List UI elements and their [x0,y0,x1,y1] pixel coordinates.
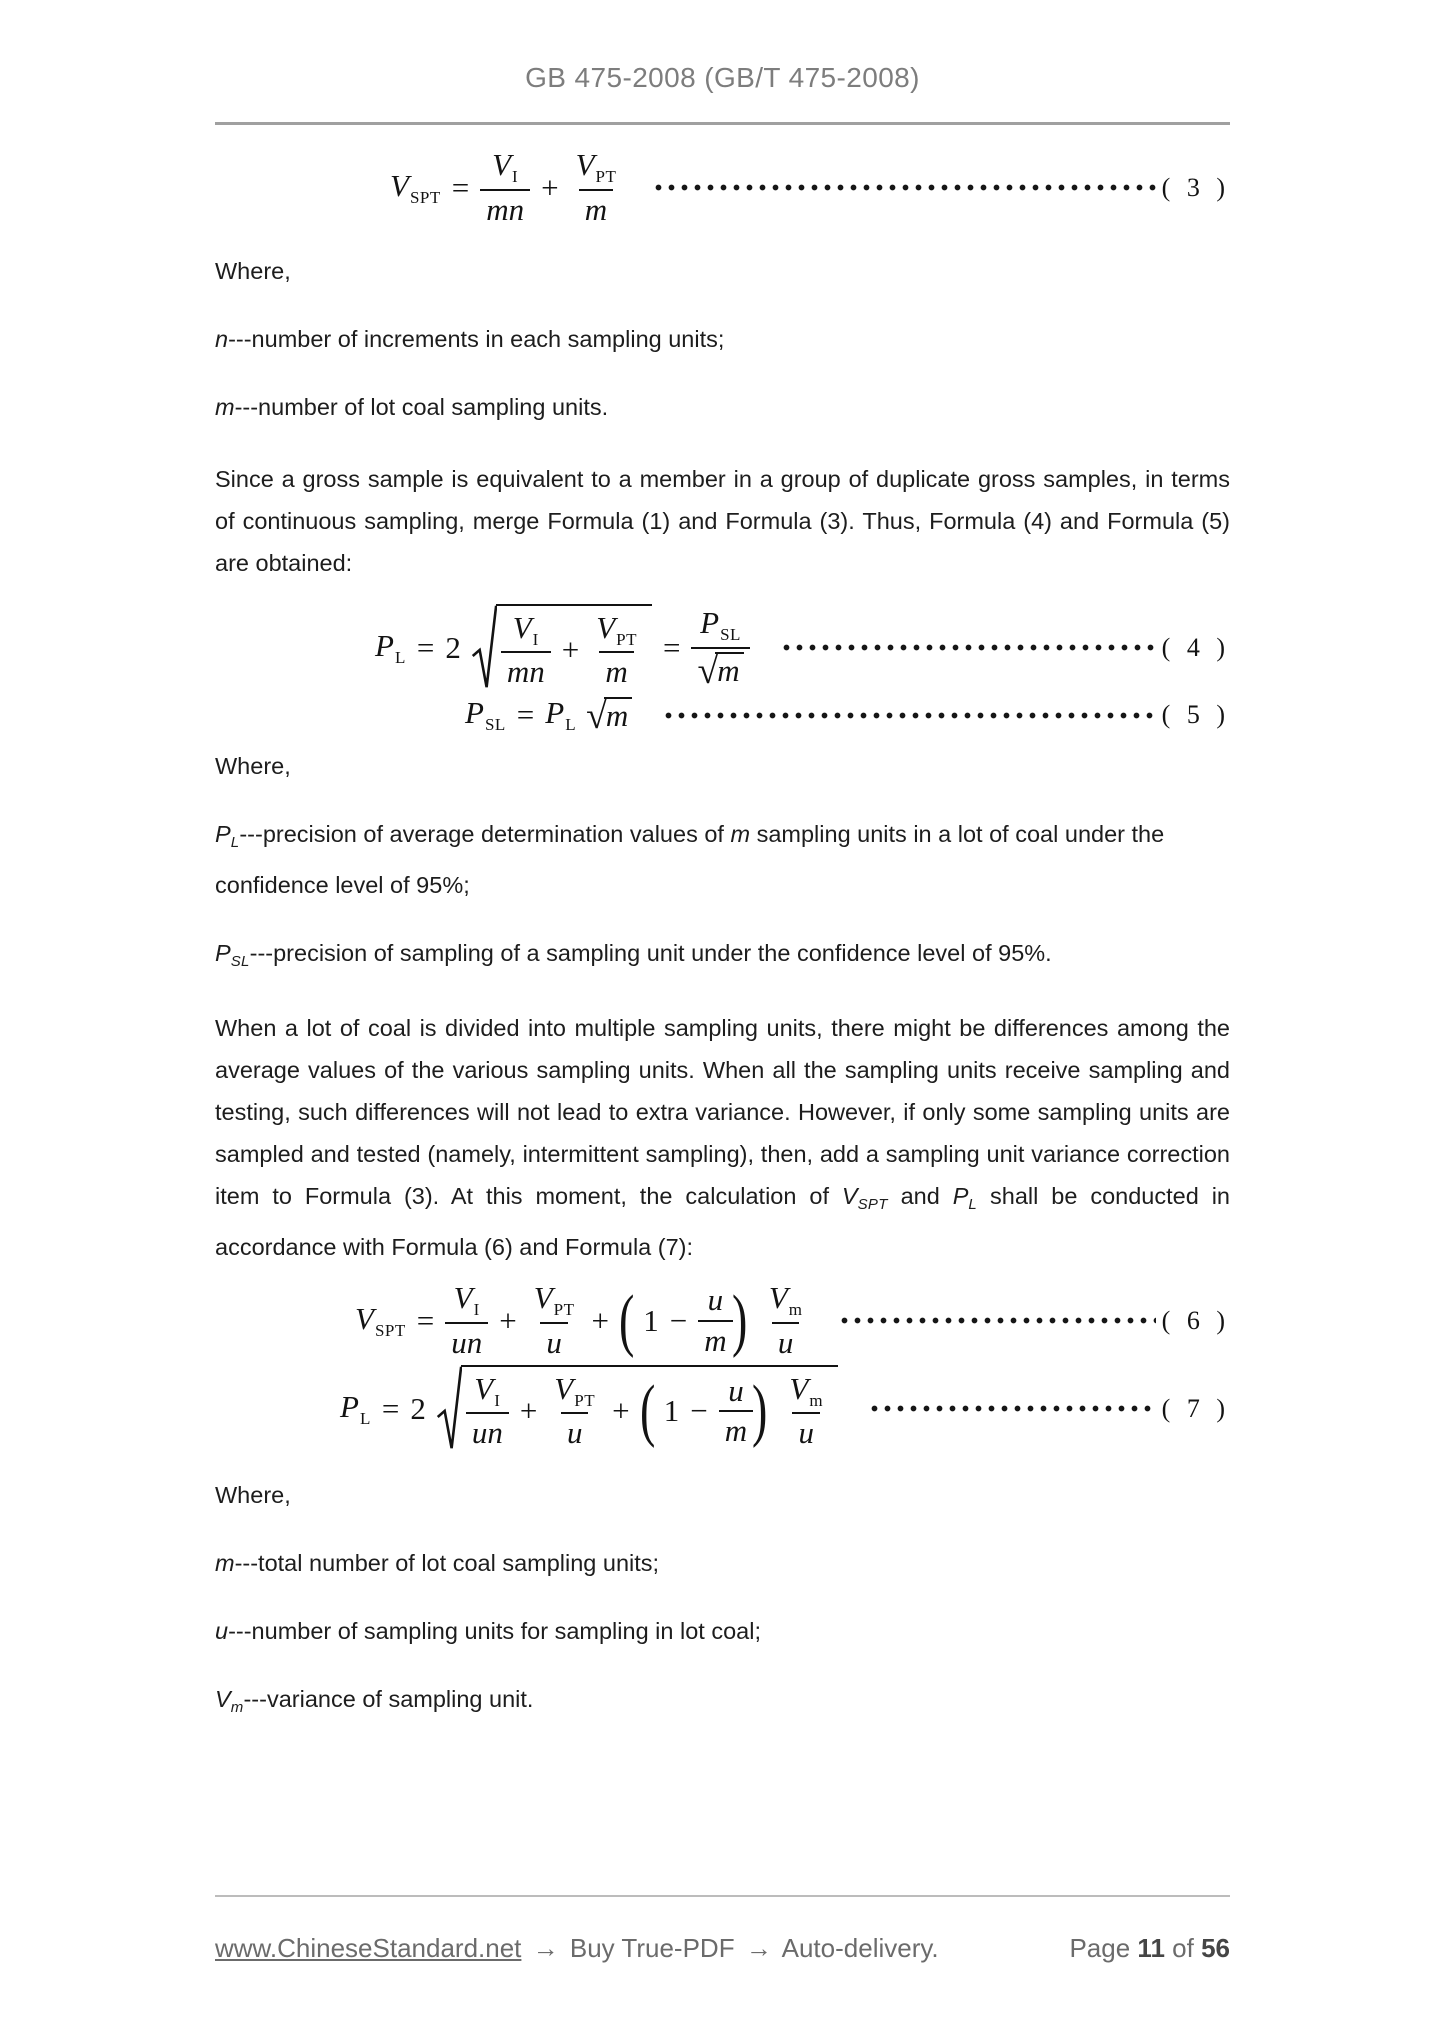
dotted-leader [652,184,1155,191]
fraction [719,1372,753,1449]
formula-lhs [355,1301,406,1341]
fraction-denominator: un [445,1322,488,1360]
equals-op: = [516,697,535,733]
fraction [783,1370,829,1451]
math-var: P [700,605,720,641]
fraction-denominator: m [719,1410,753,1448]
inline-square-root: √m [586,697,632,734]
math-var: P [375,627,394,663]
equation-number: ( 4 ) [1161,632,1230,662]
math-var: V [453,1280,473,1316]
math-const: 1 [643,1302,659,1338]
fraction-numerator [507,609,545,652]
definition-symbol: n [215,326,229,353]
definition-text: ---number of sampling units for sampling in lot coal; [228,1618,761,1645]
fraction [480,149,530,226]
plus-op: + [519,1393,538,1429]
inline-symbol: m [730,821,751,848]
formula-4-expression [375,604,750,691]
footer-link[interactable]: www.ChineseStandard.net [215,1933,522,1963]
math-var: P [340,1388,359,1424]
dotted-leader [780,644,1156,651]
math-sub: m [809,1390,824,1410]
minus-op: − [669,1302,688,1338]
page-word: Page [1069,1933,1131,1963]
formula-6 [215,1282,1230,1359]
page-total-number: 56 [1201,1933,1230,1963]
math-sub: L [565,715,577,735]
inline-subscript: L [968,1196,978,1214]
math-var: P [465,695,484,731]
definition-u [215,1610,1230,1652]
definition-symbol: P [215,940,231,967]
math-sub: SPT [409,187,441,207]
math-sub: PT [595,167,617,186]
fraction [445,1282,488,1359]
math-var: V [492,147,512,182]
definition-m-lot [215,386,1230,428]
equals-op: = [416,629,435,665]
definition-symbol: u [215,1618,229,1645]
fraction-numerator [694,607,747,647]
radicand: m [604,697,632,733]
definition-text: ---precision of average determination values of [239,821,731,848]
formula-7 [215,1365,1230,1452]
radicand: m [715,652,743,688]
math-var: V [355,1300,374,1336]
plus-op: + [612,1393,630,1429]
paragraph-text: When a lot of coal is divided into multiple sampling units, there might be differences among the average values of the various sampling units. When all the sampling units receive sampling and testing, such differences will not lead to extra variance. However, if only some sampling units are sampled and tested (namely, intermittent sampling), then, add a sampling unit variance correction item to Formula (3). At this moment, the calculation of [215,1015,1230,1210]
fraction [548,1370,601,1451]
footer-buy-text: Buy True-PDF [569,1933,735,1963]
formula-6-expression: $V_{SPT}$ = $\frac{V_I}{un}$ + $\frac{V_{PT}}{u}$ + ( 1 − $\frac{u}{m}$ ) $\frac{V_m}{u}$ [355,1282,808,1359]
math-var: V [474,1370,494,1406]
math-sub: m [788,1300,803,1320]
definition-text: ---variance of sampling unit. [243,1686,534,1713]
fraction-denominator: mn [501,651,551,689]
math-var: V [512,609,532,645]
formula-4 [215,604,1230,691]
header-rule [215,122,1230,125]
radicand: $\frac{V_I}{un}$ + $\frac{V_{PT}}{u}$ + ( 1 − $\frac{u}{m}$ ) $\frac{V_m}{u}$ [461,1365,838,1452]
inline-symbol: V [841,1183,858,1210]
math-var: V [596,609,616,645]
math-sub: PT [553,1300,575,1320]
definition-v-m [215,1678,1230,1729]
definition-text: sampling units in a lot of coal under the confidence level of 95%; [215,821,1165,899]
equals-op: = [381,1390,400,1426]
footer-rule [215,1895,1230,1897]
math-sub: PT [574,1390,596,1410]
fraction [763,1282,809,1359]
equation-number: ( 6 ) [1161,1305,1230,1335]
page-indicator [1069,1933,1230,1964]
paragraph-intermittent [215,1007,1230,1268]
fraction-numerator [486,149,524,189]
definition-text: ---number of increments in each sampling units; [228,326,725,353]
formula-rhs [545,695,576,735]
math-var: V [554,1370,574,1406]
plus-op: + [499,1302,517,1338]
formula-lhs [375,628,406,668]
coefficient: 2 [410,1390,426,1426]
definition-symbol: V [215,1686,231,1713]
formula-5-expression [465,695,632,735]
paragraph-text: and [887,1183,953,1210]
fraction-numerator [548,1370,601,1413]
inline-symbol: P [952,1183,969,1210]
fraction-numerator [590,609,643,652]
where-label: Where, [215,753,291,780]
definition-m-total [215,1542,1230,1584]
fraction-denominator: m [698,1320,732,1358]
dotted-leader [868,1405,1156,1412]
fraction-denominator: u [792,1412,820,1450]
where-label: Where, [215,258,291,285]
fraction-denominator: mn [480,189,530,227]
math-var: P [545,695,565,731]
definition-text: ---total number of lot coal sampling units; [234,1550,660,1577]
square-root [436,1365,838,1452]
arrow-icon: → [532,1933,559,1963]
fraction [590,609,643,690]
math-sub: I [473,1300,480,1320]
footer-left [215,1933,939,1964]
math-var: V [789,1370,809,1406]
math-sub: I [494,1390,501,1410]
formula-lhs [390,168,441,208]
fraction-numerator [763,1282,809,1322]
equals-op: = [416,1302,435,1338]
formula-3 [215,149,1230,226]
definition-symbol: P [215,821,231,848]
fraction [691,605,749,693]
footer [215,1895,1230,1964]
formula-lhs [465,695,506,735]
fraction-denominator: m [599,651,633,689]
fraction-denominator: u [540,1322,568,1360]
radical-sign-icon [471,604,497,691]
footer-delivery-text: Auto-delivery. [781,1933,939,1963]
equation-number: ( 5 ) [1161,700,1230,730]
plus-op: + [541,169,559,205]
inline-subscript: SPT [857,1196,888,1214]
dotted-leader [838,1317,1155,1324]
fraction-denominator: un [466,1412,509,1450]
equals-op: = [662,629,681,665]
math-sub: L [394,647,406,667]
where-label: Where, [215,1482,291,1509]
fraction-numerator [570,149,623,189]
fraction [501,609,551,690]
radicand [496,604,652,691]
of-word: of [1172,1933,1194,1963]
fraction-denominator: m [579,189,613,227]
math-sub: I [512,167,519,186]
fraction-denominator [691,647,749,693]
minus-op: − [690,1393,708,1429]
fraction [466,1370,509,1451]
inline-square-root: √m [697,653,743,688]
fraction-numerator [783,1370,829,1413]
definition-text: ---precision of sampling of a sampling unit under the confidence level of 95%. [249,940,1052,967]
fraction-denominator: u [772,1322,800,1360]
definition-n [215,318,1230,360]
math-var: V [575,147,595,182]
paragraph-text: shall be conducted in accordance with Formula (6) and Formula (7): [215,1183,1230,1261]
definition-subscript: SL [230,953,250,971]
formula-3-expression [390,149,622,226]
equation-number: ( 3 ) [1161,172,1230,202]
page-header-title: GB 475-2008 (GB/T 475-2008) [525,62,920,93]
fraction [528,1282,581,1359]
equals-op: = [451,169,470,205]
definition-symbol: m [215,1550,235,1577]
page-current-number: 11 [1137,1933,1165,1963]
fraction-numerator [528,1282,581,1322]
coefficient: 2 [445,629,461,665]
definition-subscript: L [230,834,240,852]
formula-5 [215,695,1230,735]
math-sub: SPT [374,1320,406,1340]
formula-lhs [340,1389,371,1429]
math-sub: I [532,629,539,649]
equation-number: ( 7 ) [1161,1393,1230,1423]
fraction-numerator [448,1282,486,1322]
math-var: V [768,1280,788,1316]
math-var: V [390,167,409,203]
formula-7-expression [340,1365,838,1452]
math-sub: PT [616,629,637,649]
math-const: 1 [663,1393,680,1429]
dotted-leader [662,712,1155,719]
arrow-icon: → [745,1933,772,1963]
definition-p-l [215,813,1230,906]
plus-op: + [591,1302,609,1338]
plus-op: + [561,632,580,668]
math-sub: L [359,1408,371,1428]
square-root [471,604,652,691]
fraction [570,149,623,226]
fraction-numerator [468,1370,506,1413]
definition-p-sl [215,932,1230,983]
math-var: V [533,1280,553,1316]
fraction-numerator: u [707,1282,724,1318]
radical-sign-icon [436,1365,462,1452]
fraction [698,1284,732,1357]
math-sub: SL [720,625,741,645]
fraction-denominator: u [561,1412,589,1450]
definition-text: ---number of lot coal sampling units. [234,394,609,421]
math-sub: SL [484,715,506,735]
definition-subscript: m [230,1699,244,1717]
paragraph-merge: Since a gross sample is equivalent to a member in a group of duplicate gross samples, in terms of continuous sampling, merge Formula (1) and Formula (3). Thus, Formula (4) and Formula (5) are obtained: [215,466,1230,577]
definition-symbol: m [215,394,235,421]
fraction-numerator: u [728,1372,744,1408]
